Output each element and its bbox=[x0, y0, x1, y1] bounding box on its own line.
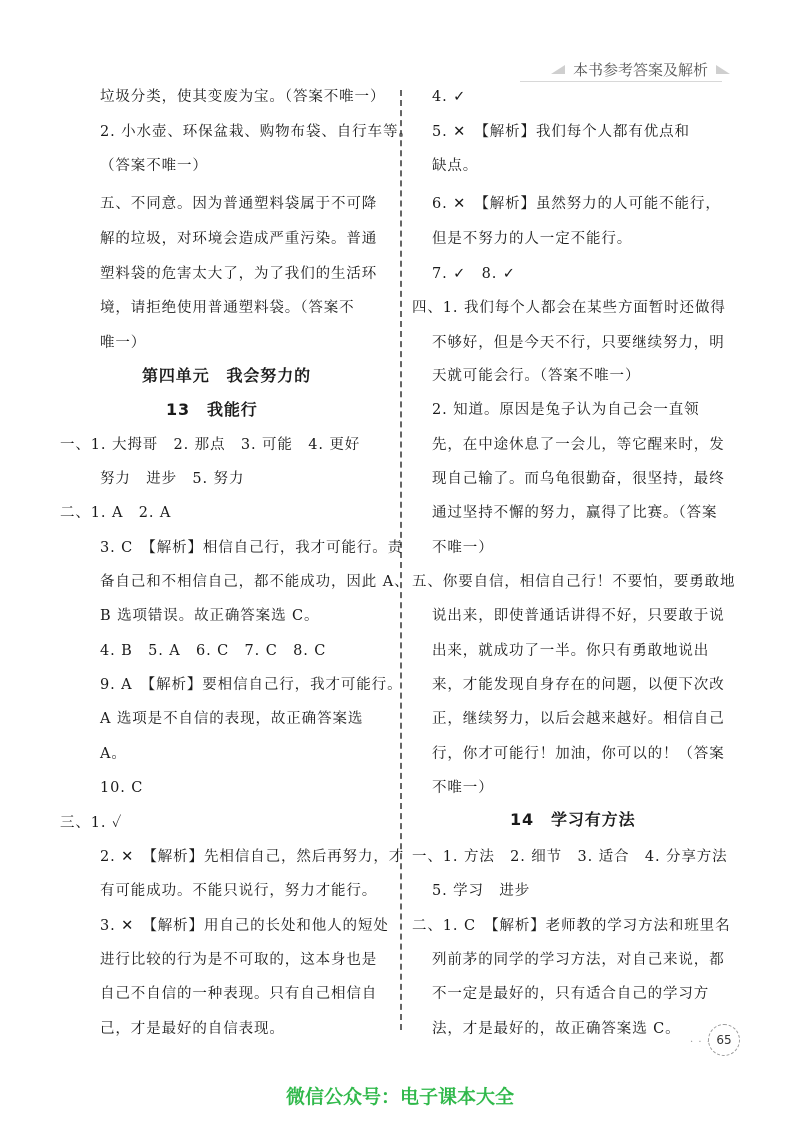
text-line: 五、不同意。因为普通塑料袋属于不可降 bbox=[100, 196, 378, 212]
text-line: 正，继续努力，以后会越来越好。相信自己 bbox=[432, 711, 725, 727]
text-line: 五、你要自信，相信自己行！不要怕，要勇敢地 bbox=[412, 574, 736, 590]
text-line: 一、1. 大拇哥 2. 那点 3. 可能 4. 更好 bbox=[60, 437, 361, 453]
text-line: 不一定是最好的，只有适合自己的学习方 bbox=[432, 986, 710, 1002]
text-line: A。 bbox=[100, 746, 127, 762]
text-line: 通过坚持不懈的努力，赢得了比赛。（答案 bbox=[432, 505, 718, 521]
text-line: 缺点。 bbox=[432, 158, 479, 174]
right-triangle-icon bbox=[716, 65, 730, 74]
text-line: 进行比较的行为是不可取的，这本身也是 bbox=[100, 952, 378, 968]
text-line: 6. ✕ 【解析】虽然努力的人可能不能行， bbox=[432, 196, 721, 212]
text-line: 10. C bbox=[100, 780, 144, 796]
page-number: 65 bbox=[708, 1024, 740, 1056]
text-line: 2. ✕ 【解析】先相信自己，然后再努力，才 bbox=[100, 849, 405, 865]
text-line: 不唯一） bbox=[432, 540, 494, 556]
text-line: 现自己输了。而乌龟很勤奋，很坚持，最终 bbox=[432, 471, 725, 487]
text-line: 2. 知道。原因是兔子认为自己会一直领 bbox=[432, 402, 700, 418]
text-line: 境，请拒绝使用普通塑料袋。（答案不 bbox=[100, 300, 355, 316]
text-line: 二、1. C 【解析】老师教的学习方法和班里名 bbox=[412, 918, 731, 934]
text-line: B 选项错误。故正确答案选 C。 bbox=[100, 608, 320, 624]
text-line: 4. ✓ bbox=[432, 89, 467, 105]
text-line: 三、1. ✓ bbox=[60, 815, 123, 831]
column-divider bbox=[400, 90, 402, 1030]
text-line: 塑料袋的危害太大了，为了我们的生活环 bbox=[100, 266, 378, 282]
text-line: 列前茅的同学的学习方法，对自己来说，都 bbox=[432, 952, 725, 968]
text-line: 唯一） bbox=[100, 335, 147, 351]
text-line: 来，才能发现自身存在的问题，以便下次改 bbox=[432, 677, 725, 693]
text-line: 说出来，即使普通话讲得不好，只要敢于说 bbox=[432, 608, 725, 624]
header-rule bbox=[520, 81, 722, 82]
text-line: 7. ✓ 8. ✓ bbox=[432, 266, 516, 282]
page-header bbox=[551, 54, 730, 84]
text-line: 3. C 【解析】相信自己行，我才可能行。责 bbox=[100, 540, 404, 556]
text-line: （答案不唯一） bbox=[100, 158, 208, 174]
text-line: 二、1. A 2. A bbox=[60, 505, 172, 521]
lesson-heading: 13 我能行 bbox=[166, 400, 258, 419]
text-line: 四、1. 我们每个人都会在某些方面暂时还做得 bbox=[412, 300, 726, 316]
text-line: 3. ✕ 【解析】用自己的长处和他人的短处 bbox=[100, 918, 389, 934]
text-line: 行，你才可能行！加油，你可以的！（答案 bbox=[432, 746, 725, 762]
text-line: 有可能成功。不能只说行，努力才能行。 bbox=[100, 883, 378, 899]
unit-heading: 第四单元 我会努力的 bbox=[142, 366, 312, 385]
text-line: 法，才是最好的，故正确答案选 C。 bbox=[432, 1021, 681, 1037]
text-line: 5. ✕ 【解析】我们每个人都有优点和 bbox=[432, 124, 690, 140]
text-line: 但是不努力的人一定不能行。 bbox=[432, 231, 633, 247]
text-line: 5. 学习 进步 bbox=[432, 883, 531, 899]
left-triangle-icon bbox=[551, 65, 565, 74]
text-line: 一、1. 方法 2. 细节 3. 适合 4. 分享方法 bbox=[412, 849, 728, 865]
decorative-dots: · · · bbox=[690, 1037, 711, 1048]
text-line: 不唯一） bbox=[432, 780, 494, 796]
text-line: 垃圾分类，使其变废为宝。（答案不唯一） bbox=[100, 89, 386, 105]
text-line: 先，在中途休息了一会儿，等它醒来时，发 bbox=[432, 437, 725, 453]
text-line: A 选项是不自信的表现，故正确答案选 bbox=[100, 711, 364, 727]
text-line: 不够好，但是今天不行，只要继续努力，明 bbox=[432, 335, 725, 351]
text-line: 出来，就成功了一半。你只有勇敢地说出 bbox=[432, 643, 710, 659]
lesson-heading: 14 学习有方法 bbox=[510, 810, 636, 829]
text-line: 自己不自信的一种表现。只有自己相信自 bbox=[100, 986, 378, 1002]
text-line: 2. 小水壶、环保盆栽、购物布袋、自行车等。 bbox=[100, 124, 414, 140]
text-line: 己，才是最好的自信表现。 bbox=[100, 1021, 285, 1037]
text-line: 9. A 【解析】要相信自己行，我才可能行。 bbox=[100, 677, 403, 693]
text-line: 4. B 5. A 6. C 7. C 8. C bbox=[100, 643, 327, 659]
text-line: 努力 进步 5. 努力 bbox=[100, 471, 245, 487]
text-line: 天就可能会行。（答案不唯一） bbox=[432, 368, 641, 384]
header-title: 本书参考答案及解析 bbox=[572, 60, 708, 79]
text-line: 备自己和不相信自己，都不能成功，因此 A、 bbox=[100, 574, 410, 590]
watermark-text: 微信公众号：电子课本大全 bbox=[285, 1086, 514, 1108]
text-line: 解的垃圾，对环境会造成严重污染。普通 bbox=[100, 231, 378, 247]
